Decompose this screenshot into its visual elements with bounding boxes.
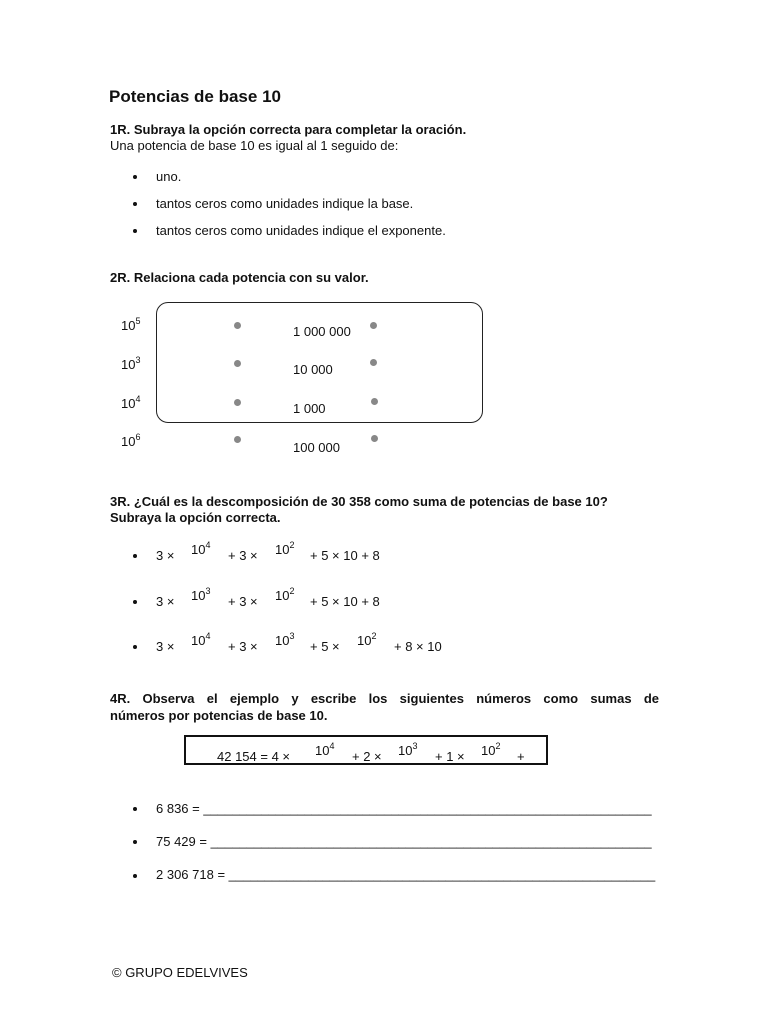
q1-option-3[interactable]: tantos ceros como unidades indique el exponente. — [156, 223, 446, 238]
q1-option-1[interactable]: uno. — [156, 169, 182, 184]
bullet-icon — [133, 554, 137, 558]
q4-item-3[interactable]: 2 306 718 = ___________________________________________________________ — [156, 867, 656, 882]
q2-power-3: $10^4$ — [121, 394, 141, 411]
bullet-icon — [133, 229, 137, 233]
q4-item-1[interactable]: 6 836 = ______________________________________________________________ — [156, 801, 652, 816]
q3-opt1-term-a[interactable]: 3 × — [156, 548, 175, 563]
bullet-icon — [133, 645, 137, 649]
match-point-right[interactable] — [371, 435, 378, 442]
q2-power-2: $10^3$ — [121, 355, 141, 372]
q2-heading: 2R. Relaciona cada potencia con su valor. — [110, 270, 369, 285]
q2-power-4: $10^6$ — [121, 432, 141, 449]
q2-value-4: 100 000 — [293, 440, 340, 455]
page-title: Potencias de base 10 — [109, 87, 281, 106]
q3-opt2-term-b[interactable]: + 3 × — [228, 594, 258, 609]
bullet-icon — [133, 175, 137, 179]
q2-value-2: 10 000 — [293, 362, 333, 377]
footer-copyright: © GRUPO EDELVIVES — [112, 965, 248, 980]
q2-value-1: 1 000 000 — [293, 324, 351, 339]
q3-opt2-power-1: $10^3$ — [191, 586, 211, 603]
q1-statement: Una potencia de base 10 es igual al 1 seguido de: — [110, 138, 399, 153]
q3-opt3-term-c[interactable]: + 5 × — [310, 639, 340, 654]
q3-opt2-power-2: $10^2$ — [275, 586, 295, 603]
match-point-right[interactable] — [371, 398, 378, 405]
q2-power-1: $10^5$ — [121, 316, 141, 333]
bullet-icon — [133, 202, 137, 206]
match-point-right[interactable] — [370, 322, 377, 329]
q4-item-2[interactable]: 75 429 = _____________________________________________________________ — [156, 834, 652, 849]
q1-heading: 1R. Subraya la opción correcta para completar la oración. — [110, 122, 467, 137]
q3-heading-line2: Subraya la opción correcta. — [110, 510, 281, 525]
q3-opt1-term-c[interactable]: + 5 × 10 + 8 — [310, 548, 380, 563]
q3-opt1-power-2: $10^2$ — [275, 540, 295, 557]
match-point-left[interactable] — [234, 360, 241, 367]
example-power-3: $10^2$ — [481, 741, 501, 758]
match-point-right[interactable] — [370, 359, 377, 366]
q2-value-3: 1 000 — [293, 401, 326, 416]
bullet-icon — [133, 840, 137, 844]
q4-heading-line2: números por potencias de base 10. — [110, 708, 328, 723]
q3-heading-line1: 3R. ¿Cuál es la descomposición de 30 358 como suma de potencias de base 10? — [110, 494, 608, 509]
example-power-2: $10^3$ — [398, 741, 418, 758]
example-power-1: $10^4$ — [315, 741, 335, 758]
q3-opt3-term-d[interactable]: + 8 × 10 — [394, 639, 442, 654]
example-term-a: 42 154 = 4 × — [217, 749, 291, 764]
example-term-b: + 2 × — [352, 749, 382, 764]
q3-opt3-term-a[interactable]: 3 × — [156, 639, 175, 654]
q3-opt2-term-a[interactable]: 3 × — [156, 594, 175, 609]
q4-heading-line1: 4R. Observa el ejemplo y escribe los siguientes números como sumas de — [110, 691, 659, 706]
q3-opt1-power-1: $10^4$ — [191, 540, 211, 557]
bullet-icon — [133, 874, 137, 878]
match-point-left[interactable] — [234, 322, 241, 329]
q3-opt3-power-3: $10^2$ — [357, 631, 377, 648]
q3-opt3-term-b[interactable]: + 3 × — [228, 639, 258, 654]
q1-option-2[interactable]: tantos ceros como unidades indique la base. — [156, 196, 414, 211]
example-term-d: + — [517, 749, 525, 764]
match-point-left[interactable] — [234, 436, 241, 443]
q3-opt1-term-b[interactable]: + 3 × — [228, 548, 258, 563]
bullet-icon — [133, 600, 137, 604]
bullet-icon — [133, 807, 137, 811]
q3-opt3-power-2: $10^3$ — [275, 631, 295, 648]
example-term-c: + 1 × — [435, 749, 465, 764]
q3-opt3-power-1: $10^4$ — [191, 631, 211, 648]
match-point-left[interactable] — [234, 399, 241, 406]
q3-opt2-term-c[interactable]: + 5 × 10 + 8 — [310, 594, 380, 609]
